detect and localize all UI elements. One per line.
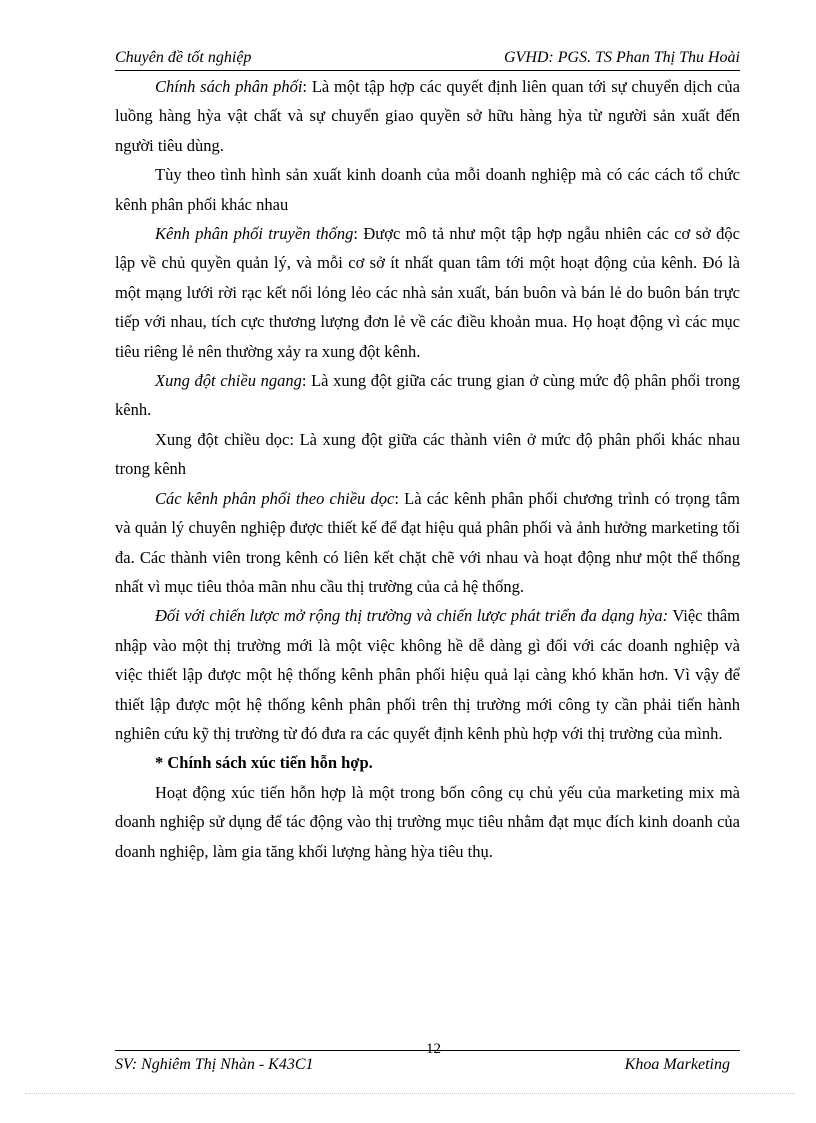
paragraph-channel-organization bbox=[115, 160, 740, 219]
paragraph-lead: Chính sách phân phối bbox=[155, 77, 303, 96]
paragraph-text: : Là các kênh phân phối chương trình có trọng tâm và quản lý chuyên nghiệp được thiết kế để đạt hiệu quả phân phối và ảnh hưởng marketing tối đa. Các thành viên trong kênh có liên kết chặt chẽ với nhau và hoạt động như một thể thống nhất vì mục tiêu thỏa mãn nhu cầu thị trường của cả hệ thống. bbox=[115, 488, 740, 596]
paragraph-lead: Xung đột chiều ngang bbox=[155, 371, 302, 391]
paragraph-lead: Đối với chiến lược mở rộng thị trường và chiến lược phát triển đa dạng hỳa: bbox=[155, 606, 669, 626]
section-heading: * Chính sách xúc tiến hỗn hợp. bbox=[155, 753, 373, 773]
paragraph-vertical-channels bbox=[115, 484, 740, 602]
header-supervisor: GVHD: PGS. TS Phan Thị Thu Hoài bbox=[503, 49, 740, 66]
paragraph-market-expansion bbox=[115, 601, 740, 748]
body-text bbox=[115, 72, 740, 866]
paragraph-lead: Các kênh phân phối theo chiều dọc bbox=[155, 488, 395, 508]
page-number: 12 bbox=[426, 1041, 441, 1057]
paragraph-text: Tùy theo tình hình sản xuất kinh doanh của mỗi doanh nghiệp mà có các cách tổ chức kênh phân phối khác nhau bbox=[115, 165, 740, 214]
footer-department: Khoa Marketing bbox=[624, 1056, 730, 1073]
paragraph-lead: Kênh phân phối truyền thống bbox=[155, 224, 354, 244]
paragraph-horizontal-conflict bbox=[115, 366, 740, 425]
page-header bbox=[115, 46, 740, 71]
header-title: Chuyên đề tốt nghiệp bbox=[115, 49, 252, 66]
paragraph-text: Xung đột chiều dọc: Là xung đột giữa các thành viên ở mức độ phân phối khác nhau trong kênh bbox=[115, 429, 740, 479]
paragraph-text: : Là một tập hợp các quyết định liên quan tới sự chuyển dịch của luồng hàng hỳa vật chất và sự chuyển giao quyền sở hữu hàng hỳa từ người sản xuất đến người tiêu dùng. bbox=[115, 77, 740, 155]
paragraph-text: : Là xung đột giữa các trung gian ở cùng mức độ phân phối trong kênh. bbox=[115, 371, 740, 420]
paragraph-distribution-policy bbox=[115, 72, 740, 160]
paragraph-vertical-conflict bbox=[115, 425, 740, 484]
paragraph-promotion: Hoạt động xúc tiến hỗn hợp là một trong bốn công cụ chủ yếu của marketing mix mà doanh nghiệp sử dụng để tác động vào thị trường mục tiêu nhằm đạt mục đích kinh doanh của doanh nghiệp, làm gia tăng khối lượng hàng hỳa tiêu thụ. bbox=[115, 782, 740, 861]
page-boundary-line bbox=[25, 1093, 795, 1094]
paragraph-traditional-channel bbox=[115, 219, 740, 366]
paragraph-text: : Được mô tả như một tập hợp ngẫu nhiên các cơ sở độc lập về chủ quyền quản lý, và mỗi cơ sở ít nhất quan tâm tới một hoạt động của kênh. Đó là một mạng lưới rời rạc kết nối lỏng lẻo các nhà sản xuất, bán buôn và bán lẻ do buôn bán trực tiếp với nhau, tích cực thương lượng đơn lẻ về các điều khoản mua. Họ hoạt động vì các mục tiêu riêng lẻ nên thường xảy ra xung đột kênh. bbox=[115, 224, 740, 361]
page-footer bbox=[115, 1041, 740, 1077]
footer-student: SV: Nghiêm Thị Nhàn - K43C1 bbox=[115, 1056, 314, 1073]
paragraph-text: Việc thâm nhập vào một thị trường mới là một việc không hề dễ dàng gì đối với các doanh nghiệp và việc thiết lập được một hệ thống kênh phân phối hiệu quả lại càng khó khăn hơn. Vì vậy để thiết lập được một hệ thống kênh phân phối trên thị trường mới công ty cần phải tiến hành nghiên cứu kỹ thị trường từ đó đưa ra các quyết định kênh phù hợp với thị trường của mình. bbox=[115, 606, 740, 743]
